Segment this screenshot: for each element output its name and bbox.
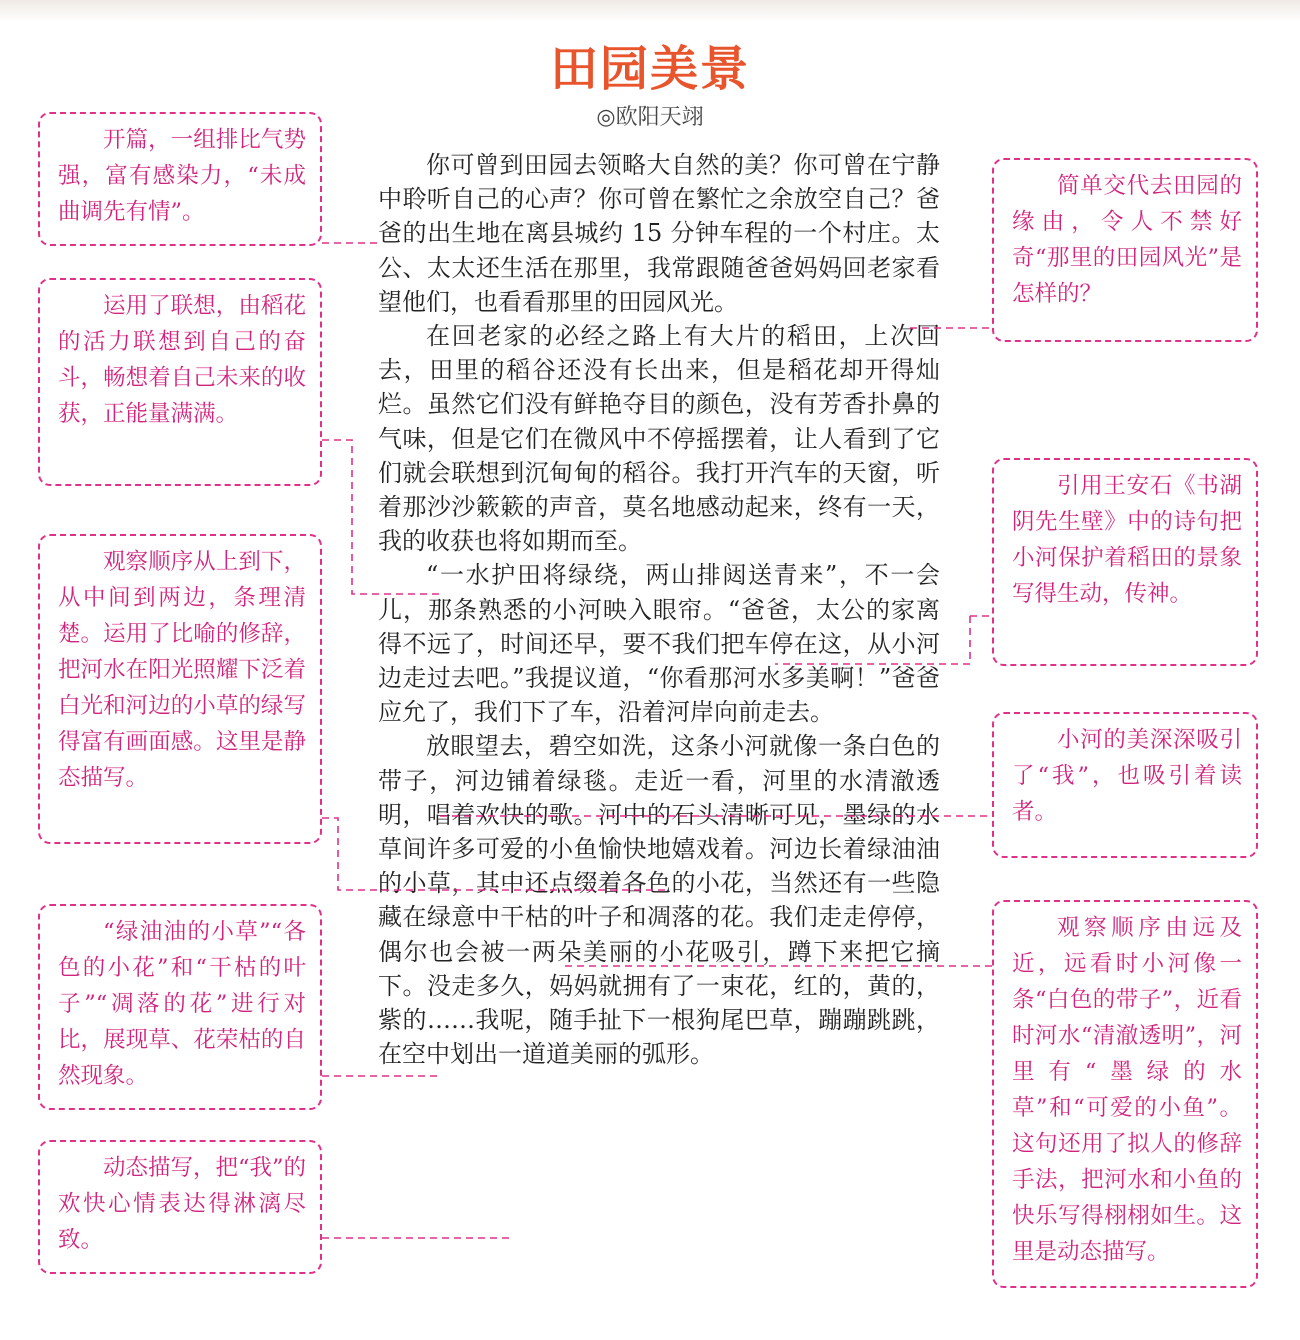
annotation-text: 引用王安石《书湖阴先生壁》中的诗句把小河保护着稻田的景象写得生动，传神。 xyxy=(1012,473,1242,607)
paragraph-1: 你可曾到田园去领略大自然的美？你可曾在宁静中聆听自己的心声？你可曾在繁忙之余放空自己？爸爸的出生地在离县城约 15 分钟车程的一个村庄。太公、太太还生活在那里，我常跟随爸爸妈妈回老家看望他们，也看看那里的田园风光。 xyxy=(378,151,940,316)
annotation-text: 观察顺序从上到下，从中间到两边，条理清楚。运用了比喻的修辞，把河水在阳光照耀下泛着白光和河边的小草的绿写得富有画面感。这里是静态描写。 xyxy=(58,549,306,791)
paragraph-4: 放眼望去，碧空如洗，这条小河就像一条白色的带子，河边铺着绿毯。走近一看，河里的水清澈透明，唱着欢快的歌。河中的石头清晰可见，墨绿的水草间许多可爱的小鱼愉快地嬉戏着。河边长着绿油油的小草，其中还点缀着各色的小花，当然还有一些隐藏在绿意中干枯的叶子和凋落的花。我们走走停停，偶尔也会被一两朵美丽的小花吸引，蹲下来把它摘下。没走多久，妈妈就拥有了一束花，红的，黄的，紫的……我呢，随手扯下一根狗尾巴草，蹦蹦跳跳，在空中划出一道道美丽的弧形。 xyxy=(378,732,940,1069)
paragraph-2: 在回老家的必经之路上有大片的稻田，上次回去，田里的稻谷还没有长出来，但是稻花却开得灿烂。虽然它们没有鲜艳夺目的颜色，没有芳香扑鼻的气味，但是它们在微风中不停摇摆着，让人看到了它们就会联想到沉甸甸的稻谷。我打开汽车的天窗，听着那沙沙簌簌的声音，莫名地感动起来，终有一天，我的收获也将如期而至。 xyxy=(378,322,940,556)
paragraph-3: “一水护田将绿绕，两山排闼送青来”，不一会儿，那条熟悉的小河映入眼帘。“爸爸，太公的家离得不远了，时间还早，要不我们把车停在这，从小河边走过去吧。”我提议道，“你看那河水多美啊！”爸爸应允了，我们下了车，沿着河岸向前走去。 xyxy=(378,561,940,727)
annotation-text: 观察顺序由远及近，远看时小河像一条“白色的带子”，近看时河水“清澈透明”，河里有“墨绿的水草”和“可爱的小鱼”。这句还用了拟人的修辞手法，把河水和小鱼的快乐写得栩栩如生。这里是动态描写。 xyxy=(1012,915,1242,1265)
article-title: 田园美景 xyxy=(549,41,750,97)
annotation-text: 动态描写，把“我”的欢快心情表达得淋漓尽致。 xyxy=(58,1155,307,1253)
connector-right-2 xyxy=(775,616,992,664)
annotation-text: “绿油油的小草”“各色的小花”和“干枯的叶子”“凋落的花”进行对比，展现草、花荣枯的自然现象。 xyxy=(58,919,306,1089)
connector-left-3 xyxy=(322,818,665,890)
article-author: ◎欧阳天翊 xyxy=(596,105,704,130)
annotation-text: 运用了联想，由稻花的活力联想到自己的奋斗，畅想着自己未来的收获，正能量满满。 xyxy=(58,293,306,427)
annotation-text: 开篇，一组排比气势强，富有感染力，“未成曲调先有情”。 xyxy=(58,127,306,225)
annotation-text: 小河的美深深吸引了“我”，也吸引着读者。 xyxy=(1012,727,1242,825)
connector-left-2 xyxy=(322,440,440,594)
annotation-text: 简单交代去田园的缘由，令人不禁好奇“那里的田园风光”是怎样的？ xyxy=(1012,173,1242,307)
